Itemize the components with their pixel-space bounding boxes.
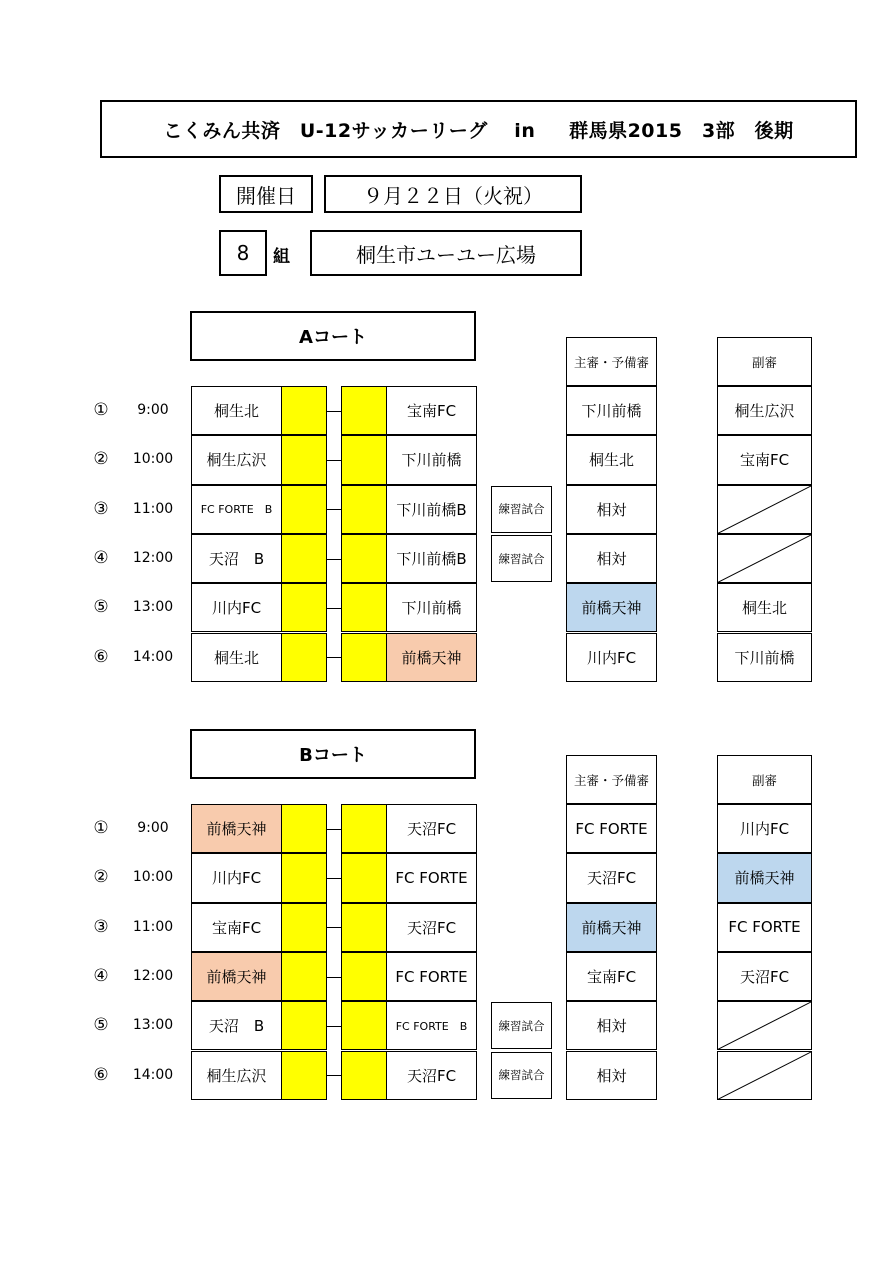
main-referee: 川内FC [566,633,657,682]
away-team: 宝南FC [386,386,477,435]
match-number: ⑥ [93,1064,109,1085]
home-team: 桐生北 [191,633,282,682]
assistant-referee-empty [717,1001,812,1050]
home-score [281,386,327,435]
match-time: 10:00 [132,869,174,886]
assistant-referee: FC FORTE [717,903,812,952]
practice-match-note: 練習試合 [491,1002,552,1049]
match-number: ③ [93,916,109,937]
away-team: 前橋天神 [386,633,477,682]
away-team: FC FORTE [386,952,477,1001]
home-score [281,485,327,534]
away-team: 下川前橋 [386,583,477,632]
assistant-referee: 前橋天神 [717,853,812,902]
assistant-referee: 天沼FC [717,952,812,1001]
score-separator [327,559,341,560]
match-number: ⑤ [93,1015,109,1036]
match-time: 12:00 [132,549,174,566]
match-time: 14:00 [132,648,174,665]
score-separator [327,657,341,658]
score-separator [327,608,341,609]
main-referee: 前橋天神 [566,903,657,952]
away-team: 下川前橋B [386,534,477,583]
home-team: 桐生広沢 [191,435,282,484]
match-number: ③ [93,498,109,519]
score-separator [327,411,341,412]
match-number: ① [93,818,109,838]
home-score [281,633,327,682]
match-time: 13:00 [132,599,174,616]
away-score [341,1001,387,1050]
home-score [281,1051,327,1100]
away-score [341,386,387,435]
assistant-referee-empty [717,485,812,534]
match-number: ② [93,449,109,470]
assistant-referee: 桐生北 [717,583,812,632]
court-a-assistant-header: 副審 [717,337,812,386]
away-score [341,853,387,902]
assistant-referee: 川内FC [717,804,812,853]
main-referee: 相対 [566,1051,657,1100]
away-team: 天沼FC [386,1051,477,1100]
home-score [281,1001,327,1050]
assistant-referee: 桐生広沢 [717,386,812,435]
date-value: ９月２２日（火祝） [324,175,582,213]
away-score [341,435,387,484]
home-score [281,435,327,484]
score-separator [327,878,341,879]
match-number: ⑤ [93,597,109,618]
match-time: 9:00 [137,402,169,418]
main-referee: 下川前橋 [566,386,657,435]
main-referee: 前橋天神 [566,583,657,632]
date-label: 開催日 [219,175,313,213]
home-score [281,853,327,902]
home-team: 天沼 B [191,1001,282,1050]
score-separator [327,927,341,928]
match-number: ① [93,400,109,420]
away-score [341,534,387,583]
away-team: 天沼FC [386,804,477,853]
away-team: 下川前橋B [386,485,477,534]
court-a-title: Aコート [190,311,476,361]
away-team: FC FORTE [386,853,477,902]
assistant-referee-empty [717,1051,812,1100]
main-referee: 宝南FC [566,952,657,1001]
main-referee: 天沼FC [566,853,657,902]
match-number: ⑥ [93,646,109,667]
home-score [281,903,327,952]
score-separator [327,977,341,978]
match-number: ④ [93,965,109,986]
assistant-referee-empty [717,534,812,583]
home-team: 桐生北 [191,386,282,435]
score-separator [327,1075,341,1076]
group-number: 8 [219,230,267,276]
match-number: ② [93,867,109,888]
away-score [341,1051,387,1100]
court-b-assistant-header: 副審 [717,755,812,804]
match-number: ④ [93,547,109,568]
group-label: 組 [273,247,290,267]
score-separator [327,829,341,830]
match-time: 9:00 [137,820,169,836]
home-score [281,804,327,853]
venue: 桐生市ユーユー広場 [310,230,582,276]
match-time: 10:00 [132,451,174,468]
score-separator [327,509,341,510]
practice-match-note: 練習試合 [491,486,552,533]
main-referee: 桐生北 [566,435,657,484]
main-referee: 相対 [566,534,657,583]
home-team: 川内FC [191,853,282,902]
away-score [341,804,387,853]
home-team: 宝南FC [191,903,282,952]
practice-match-note: 練習試合 [491,535,552,582]
main-referee: 相対 [566,485,657,534]
practice-match-note: 練習試合 [491,1052,552,1099]
home-score [281,952,327,1001]
home-score [281,583,327,632]
assistant-referee: 下川前橋 [717,633,812,682]
match-time: 14:00 [132,1066,174,1083]
match-time: 11:00 [132,918,174,935]
home-team: 前橋天神 [191,952,282,1001]
match-time: 12:00 [132,967,174,984]
court-a-referee-header: 主審・予備審 [566,337,657,386]
page-title: こくみん共済 U-12サッカーリーグ in 群馬県2015 3部 後期 [100,100,857,158]
away-score [341,633,387,682]
score-separator [327,1026,341,1027]
score-separator [327,460,341,461]
assistant-referee: 宝南FC [717,435,812,484]
away-score [341,485,387,534]
court-b-referee-header: 主審・予備審 [566,755,657,804]
away-team: FC FORTE B [386,1001,477,1050]
match-time: 13:00 [132,1017,174,1034]
away-score [341,952,387,1001]
home-team: 天沼 B [191,534,282,583]
main-referee: FC FORTE [566,804,657,853]
away-team: 天沼FC [386,903,477,952]
home-score [281,534,327,583]
home-team: 川内FC [191,583,282,632]
court-b-title: Bコート [190,729,476,779]
match-time: 11:00 [132,500,174,517]
away-score [341,903,387,952]
away-score [341,583,387,632]
home-team: FC FORTE B [191,485,282,534]
home-team: 桐生広沢 [191,1051,282,1100]
away-team: 下川前橋 [386,435,477,484]
main-referee: 相対 [566,1001,657,1050]
home-team: 前橋天神 [191,804,282,853]
